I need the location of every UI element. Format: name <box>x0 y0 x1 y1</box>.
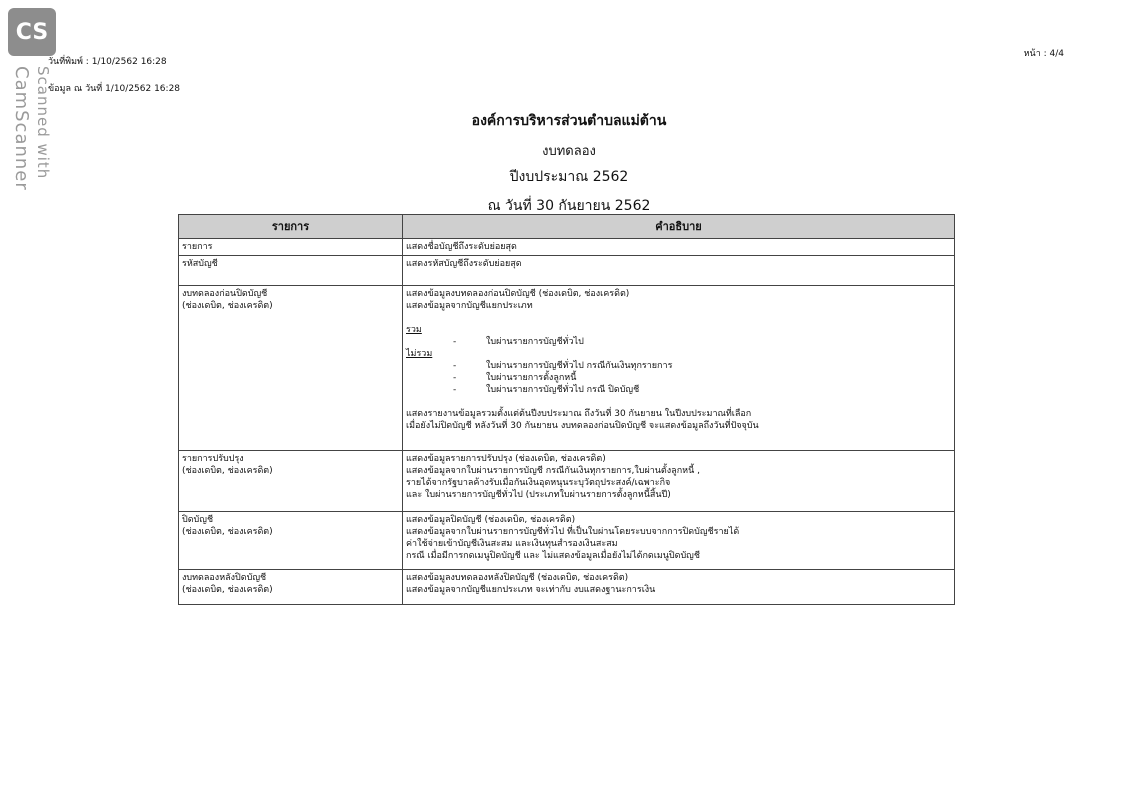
description-text: แสดงข้อมูลจากใบผ่านรายการบัญชีทั่วไป ที่เป็นใบผ่านโดยระบบจากการปิดบัญชีรายได้ <box>406 527 740 537</box>
report-title: งบทดลอง <box>542 144 596 159</box>
camscanner-logo: CS <box>8 8 56 56</box>
item-text: รหัสบัญชี <box>182 259 218 269</box>
table-row <box>179 512 955 570</box>
row-item <box>179 286 403 451</box>
row-item <box>179 451 403 512</box>
item-text: ปิดบัญชี <box>182 515 214 525</box>
row-description <box>403 451 955 512</box>
description-text: ค่าใช้จ่ายเข้าบัญชีเงินสะสม และเงินทุนสำรองเงินสะสม <box>406 539 618 549</box>
description-text: กรณี เมื่อมีการกดเมนูปิดบัญชี และ ไม่แสดงข้อมูลเมื่อยังไม่ได้กดเมนูปิดบัญชี <box>406 551 700 561</box>
item-text: รายการ <box>182 242 213 252</box>
description-text: รายได้จากรัฐบาลค้างรับเมื่อกันเงินอุดหนุนระบุวัตถุประสงค์/เฉพาะกิจ <box>406 478 671 488</box>
description-text: แสดงข้อมูลปิดบัญชี (ช่องเดบิต, ช่องเครดิต) <box>406 515 576 525</box>
list-item: - ใบผ่านรายการบัญชีทั่วไป กรณีกันเงินทุกรายการ <box>453 361 673 371</box>
description-text: แสดงข้อมูลจากบัญชีแยกประเภท <box>406 301 533 311</box>
item-text: รายการปรับปรุง <box>182 454 244 464</box>
note-text: แสดงรายงานข้อมูลรวมตั้งแต่ต้นปีงบประมาณ ถึงวันที่ 30 กันยายน ในปีงบประมาณที่เลือก <box>406 409 752 419</box>
description-text: แสดงรหัสบัญชีถึงระดับย่อยสุด <box>406 259 522 269</box>
row-item <box>179 512 403 570</box>
table-row <box>179 256 955 286</box>
column-header-item: รายการ <box>179 215 403 239</box>
watermark-line-2: CamScanner <box>11 66 32 191</box>
fiscal-year: ปีงบประมาณ 2562 <box>509 169 629 185</box>
row-description <box>403 239 955 256</box>
description-table <box>178 214 955 605</box>
as-of-date: ณ วันที่ 30 กันยายน 2562 <box>487 198 651 214</box>
row-description <box>403 256 955 286</box>
row-item <box>179 256 403 286</box>
note-text: เมื่อยังไม่ปิดบัญชี หลังวันที่ 30 กันยายน งบทดลองก่อนปิดบัญชี จะแสดงข้อมูลถึงวันที่ปัจจุบัน <box>406 421 759 431</box>
item-text: งบทดลองหลังปิดบัญชี <box>182 573 267 583</box>
row-item <box>179 570 403 605</box>
row-item <box>179 239 403 256</box>
item-subtext: (ช่องเดบิต, ช่องเครดิต) <box>182 527 273 537</box>
description-text: แสดงข้อมูลงบทดลองก่อนปิดบัญชี (ช่องเดบิต, ช่องเครดิต) <box>406 289 630 299</box>
data-date: ข้อมูล ณ วันที่ 1/10/2562 16:28 <box>48 84 181 94</box>
list-item: - ใบผ่านรายการบัญชีทั่วไป กรณี ปิดบัญชี <box>453 385 640 395</box>
watermark-line-1: Scanned with <box>34 66 52 180</box>
table-header-row <box>179 215 955 239</box>
row-description <box>403 512 955 570</box>
row-description <box>403 286 955 451</box>
item-subtext: (ช่องเดบิต, ช่องเครดิต) <box>182 585 273 595</box>
description-text: แสดงข้อมูลจากบัญชีแยกประเภท จะเท่ากับ งบแสดงฐานะการเงิน <box>406 585 656 595</box>
include-label: รวม <box>406 325 422 335</box>
list-item: - ใบผ่านรายการตั้งลูกหนี้ <box>453 373 577 383</box>
page-number: หน้า : 4/4 <box>1023 49 1064 59</box>
list-item: - ใบผ่านรายการบัญชีทั่วไป <box>453 337 584 347</box>
item-text: งบทดลองก่อนปิดบัญชี <box>182 289 268 299</box>
exclude-label: ไม่รวม <box>406 349 433 359</box>
description-text: และ ใบผ่านรายการบัญชีทั่วไป (ประเภทใบผ่านรายการตั้งลูกหนี้สิ้นปี) <box>406 490 671 500</box>
table-row <box>179 570 955 605</box>
table-row <box>179 239 955 256</box>
item-subtext: (ช่องเดบิต, ช่องเครดิต) <box>182 301 273 311</box>
description-text: แสดงข้อมูลรายการปรับปรุง (ช่องเดบิต, ช่องเครดิต) <box>406 454 606 464</box>
organization-title: องค์การบริหารส่วนตำบลแม่ต้าน <box>471 113 667 129</box>
item-subtext: (ช่องเดบิต, ช่องเครดิต) <box>182 466 273 476</box>
table-row <box>179 451 955 512</box>
description-text: แสดงข้อมูลงบทดลองหลังปิดบัญชี (ช่องเดบิต, ช่องเครดิต) <box>406 573 629 583</box>
row-description <box>403 570 955 605</box>
description-text: แสดงชื่อบัญชีถึงระดับย่อยสุด <box>406 242 517 252</box>
column-header-description: คำอธิบาย <box>403 215 955 239</box>
table-row <box>179 286 955 451</box>
print-date: วันที่พิมพ์ : 1/10/2562 16:28 <box>48 57 167 67</box>
description-text: แสดงข้อมูลจากใบผ่านรายการบัญชี กรณีกันเงินทุกรายการ,ใบผ่านตั้งลูกหนี้ , <box>406 466 700 476</box>
